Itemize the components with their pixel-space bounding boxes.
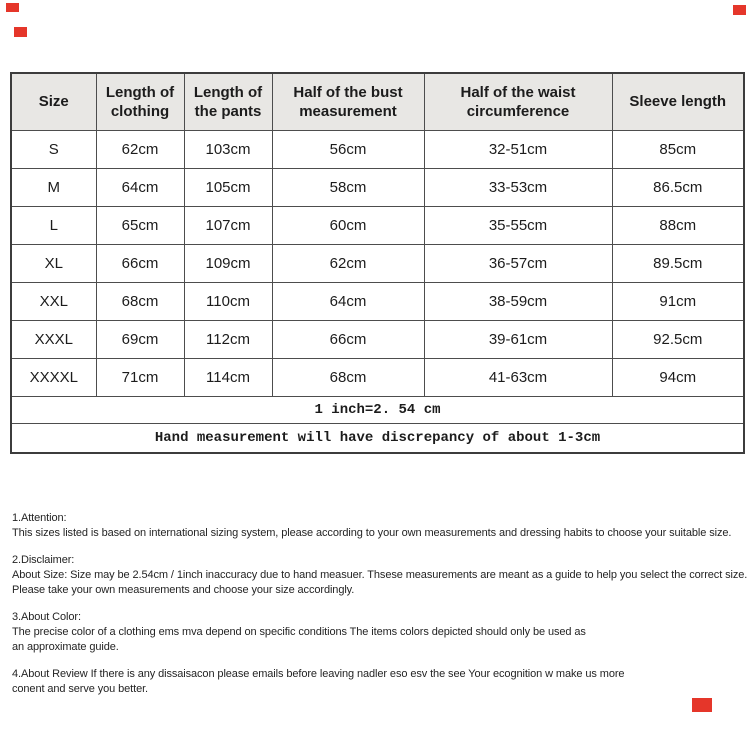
measurement-cell: 69cm bbox=[96, 321, 184, 359]
size-cell: XXL bbox=[11, 283, 96, 321]
note-block bbox=[12, 553, 748, 598]
footnote-text: 1 inch=2. 54 cm bbox=[11, 397, 744, 424]
measurement-cell: 36-57cm bbox=[424, 245, 612, 283]
measurement-cell: 64cm bbox=[272, 283, 424, 321]
measurement-cell: 66cm bbox=[272, 321, 424, 359]
measurement-cell: 109cm bbox=[184, 245, 272, 283]
measurement-cell: 33-53cm bbox=[424, 169, 612, 207]
note-block bbox=[12, 511, 748, 541]
measurement-cell: 58cm bbox=[272, 169, 424, 207]
measurement-cell: 62cm bbox=[96, 131, 184, 169]
footnote-row bbox=[11, 424, 744, 454]
note-line: 3.About Color: bbox=[12, 611, 81, 623]
table-row bbox=[11, 283, 744, 321]
measurement-cell: 114cm bbox=[184, 359, 272, 397]
notes-section bbox=[12, 511, 748, 709]
note-block bbox=[12, 610, 748, 655]
footnote-text: Hand measurement will have discrepancy of about 1-3cm bbox=[11, 424, 744, 454]
footnote-row bbox=[11, 397, 744, 424]
measurement-cell: 92.5cm bbox=[612, 321, 744, 359]
measurement-cell: 71cm bbox=[96, 359, 184, 397]
measurement-cell: 112cm bbox=[184, 321, 272, 359]
table-row bbox=[11, 321, 744, 359]
note-line: 4.About Review If there is any dissaisacon please emails before leaving nadler eso esv the see Your ecognition w make us more bbox=[12, 668, 625, 680]
column-header-length-of-clothing: Length of clothing bbox=[96, 73, 184, 131]
red-artifact-mark-top-left-2 bbox=[14, 27, 27, 37]
column-header-half-bust: Half of the bust measurement bbox=[272, 73, 424, 131]
column-header-size: Size bbox=[11, 73, 96, 131]
table-row bbox=[11, 207, 744, 245]
measurement-cell: 64cm bbox=[96, 169, 184, 207]
measurement-cell: 35-55cm bbox=[424, 207, 612, 245]
size-cell: XL bbox=[11, 245, 96, 283]
note-line: 2.Disclaimer: bbox=[12, 554, 75, 566]
note-line: Please take your own measurements and choose your size accordingly. bbox=[12, 584, 355, 596]
size-chart-header bbox=[11, 73, 744, 131]
size-cell: S bbox=[11, 131, 96, 169]
measurement-cell: 39-61cm bbox=[424, 321, 612, 359]
column-header-sleeve-length: Sleeve length bbox=[612, 73, 744, 131]
red-artifact-mark-top-right bbox=[733, 5, 746, 15]
note-block bbox=[12, 667, 748, 697]
note-line: This sizes listed is based on international sizing system, please according to your own measurements and dressing habits to choose your suitable size. bbox=[12, 527, 732, 539]
table-row bbox=[11, 359, 744, 397]
measurement-cell: 62cm bbox=[272, 245, 424, 283]
measurement-cell: 41-63cm bbox=[424, 359, 612, 397]
size-cell: L bbox=[11, 207, 96, 245]
note-line: conent and serve you better. bbox=[12, 683, 149, 695]
measurement-cell: 86.5cm bbox=[612, 169, 744, 207]
measurement-cell: 66cm bbox=[96, 245, 184, 283]
measurement-cell: 89.5cm bbox=[612, 245, 744, 283]
note-line: 1.Attention: bbox=[12, 512, 67, 524]
measurement-cell: 91cm bbox=[612, 283, 744, 321]
table-row bbox=[11, 131, 744, 169]
size-cell: XXXL bbox=[11, 321, 96, 359]
measurement-cell: 65cm bbox=[96, 207, 184, 245]
size-chart-table bbox=[10, 72, 745, 454]
measurement-cell: 60cm bbox=[272, 207, 424, 245]
measurement-cell: 110cm bbox=[184, 283, 272, 321]
measurement-cell: 88cm bbox=[612, 207, 744, 245]
note-line: About Size: Size may be 2.54cm / 1inch inaccuracy due to hand measuer. Thsese measurements are meant as a guide to help you select the correct size. bbox=[12, 569, 748, 581]
header-row bbox=[11, 73, 744, 131]
size-cell: M bbox=[11, 169, 96, 207]
measurement-cell: 38-59cm bbox=[424, 283, 612, 321]
measurement-cell: 32-51cm bbox=[424, 131, 612, 169]
measurement-cell: 107cm bbox=[184, 207, 272, 245]
note-line: an approximate guide. bbox=[12, 641, 119, 653]
size-cell: XXXXL bbox=[11, 359, 96, 397]
measurement-cell: 103cm bbox=[184, 131, 272, 169]
measurement-cell: 94cm bbox=[612, 359, 744, 397]
column-header-half-waist: Half of the waist circumference bbox=[424, 73, 612, 131]
note-line: The precise color of a clothing ems mva depend on specific conditions The items colors depicted should only be used as bbox=[12, 626, 586, 638]
measurement-cell: 68cm bbox=[272, 359, 424, 397]
measurement-cell: 56cm bbox=[272, 131, 424, 169]
measurement-cell: 68cm bbox=[96, 283, 184, 321]
measurement-cell: 105cm bbox=[184, 169, 272, 207]
red-artifact-mark-top-left-1 bbox=[6, 3, 19, 12]
column-header-length-of-pants: Length of the pants bbox=[184, 73, 272, 131]
table-row bbox=[11, 169, 744, 207]
table-row bbox=[11, 245, 744, 283]
size-chart-body bbox=[11, 131, 744, 454]
measurement-cell: 85cm bbox=[612, 131, 744, 169]
